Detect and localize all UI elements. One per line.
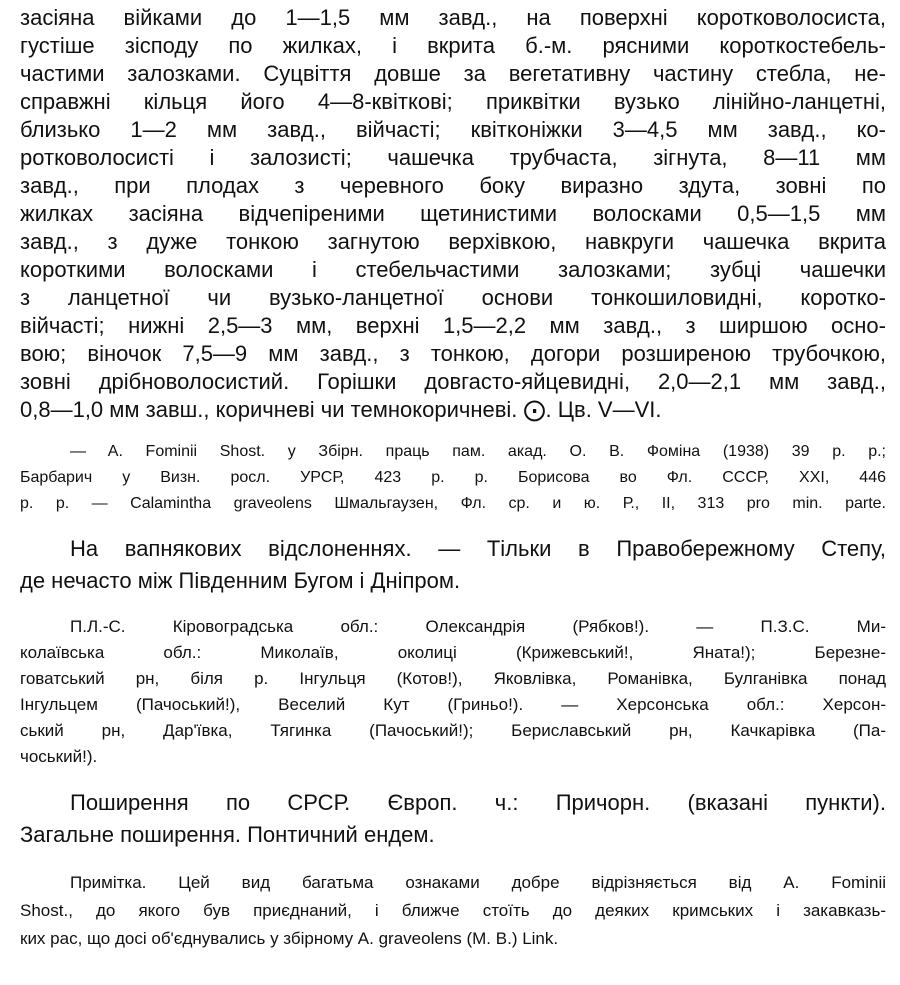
- description-line-10: короткими волосками і стебельчастими залозками; зубці чашечки: [20, 257, 886, 282]
- reference-line-1: — A. Fominii Shost. у Збірн. праць пам. акад. О. В. Фоміна (1938) 39 р. р.;: [70, 443, 886, 460]
- reference-line-2: Барбарич у Визн. росл. УРСР, 423 р. р. Борисова во Фл. СССР, XXI, 446: [20, 469, 886, 486]
- specimens-line-4: Інгульцем (Пачоський!), Веселий Кут (Гриньо!). — Херсонська обл.: Херсон-: [20, 695, 886, 714]
- note-line-3: ких рас, що досі об'єднувались у збірному A. graveolens (М. В.) Link.: [20, 929, 559, 948]
- reference-line-3: р. р. — Calamintha graveolens Шмальгаузен, Фл. ср. и ю. Р., II, 313 pro min. parte.: [20, 495, 886, 512]
- description-line-8: жилках засіяна відчепіреними щетинистими волосками 0,5—1,5 мм: [20, 201, 886, 226]
- specimens-line-1: П.Л.-С. Кіровоградська обл.: Олександрія (Рябков!). — П.З.С. Ми-: [70, 617, 886, 636]
- description-line-3: частими залозками. Суцвіття довше за вегетативну частину стебла, не-: [20, 61, 886, 86]
- description-line-9: завд., з дуже тонкою загнутою верхівкою, навкруги чашечка вкрита: [20, 229, 886, 254]
- description-line-15: 0,8—1,0 мм завш., коричневі чи темнокоричневі. ⨀. Цв. V—VI.: [20, 397, 662, 422]
- description-line-6: ротковолосисті і залозисті; чашечка трубчаста, зігнута, 8—11 мм: [20, 145, 886, 170]
- description-line-14: зовні дрібноволосистий. Горішки довгасто-яйцевидні, 2,0—2,1 мм завд.,: [20, 369, 886, 394]
- distribution-line-2: Загальне поширення. Понтичний ендем.: [20, 822, 435, 847]
- note-line-1: Примітка. Цей вид багатьма ознаками добре відрізняється від A. Fominii: [70, 873, 886, 892]
- note-line-2: Shost., до якого був приєднаний, і ближче стоїть до деяких кримських і закавказь-: [20, 901, 886, 920]
- specimens-line-5: ський рн, Дар'ївка, Тягинка (Пачоський!); Бериславський рн, Качкарівка (Па-: [20, 721, 886, 740]
- specimens-line-3: говатський рн, біля р. Інгульця (Котов!), Яковлівка, Романівка, Булганівка понад: [20, 669, 886, 688]
- description-line-1: засіяна війками до 1—1,5 мм завд., на поверхні коротковолосиста,: [20, 5, 886, 30]
- habitat-line-1: На вапнякових відслоненнях. — Тільки в Правобережному Степу,: [70, 536, 886, 561]
- specimens-line-2: колаївська обл.: Миколаїв, околиці (Крижевський!, Яната!); Березне-: [20, 643, 886, 662]
- description-line-4: справжні кільця його 4—8-квіткові; приквітки вузько лінійно-ланцетні,: [20, 89, 886, 114]
- specimens-line-6: чоський!).: [20, 747, 98, 766]
- habitat-line-2: де нечасто між Південним Бугом і Дніпром.: [20, 568, 461, 593]
- distribution-line-1: Поширення по СРСР. Європ. ч.: Причорн. (вказані пункти).: [70, 790, 886, 815]
- description-line-2: густіше зісподу по жилках, і вкрита б.-м. рясними короткостебель-: [20, 33, 886, 58]
- description-line-13: вою; віночок 7,5—9 мм завд., з тонкою, догори розширеною трубочкою,: [20, 341, 886, 366]
- description-line-11: з ланцетної чи вузько-ланцетної основи тонкошиловидні, коротко-: [20, 285, 886, 310]
- description-line-5: близько 1—2 мм завд., війчасті; квітконіжки 3—4,5 мм завд., ко-: [20, 117, 886, 142]
- description-line-12: війчасті; нижні 2,5—3 мм, верхні 1,5—2,2 мм завд., з ширшою осно-: [20, 313, 886, 338]
- description-line-7: завд., при плодах з черевного боку виразно здута, зовні по: [20, 173, 886, 198]
